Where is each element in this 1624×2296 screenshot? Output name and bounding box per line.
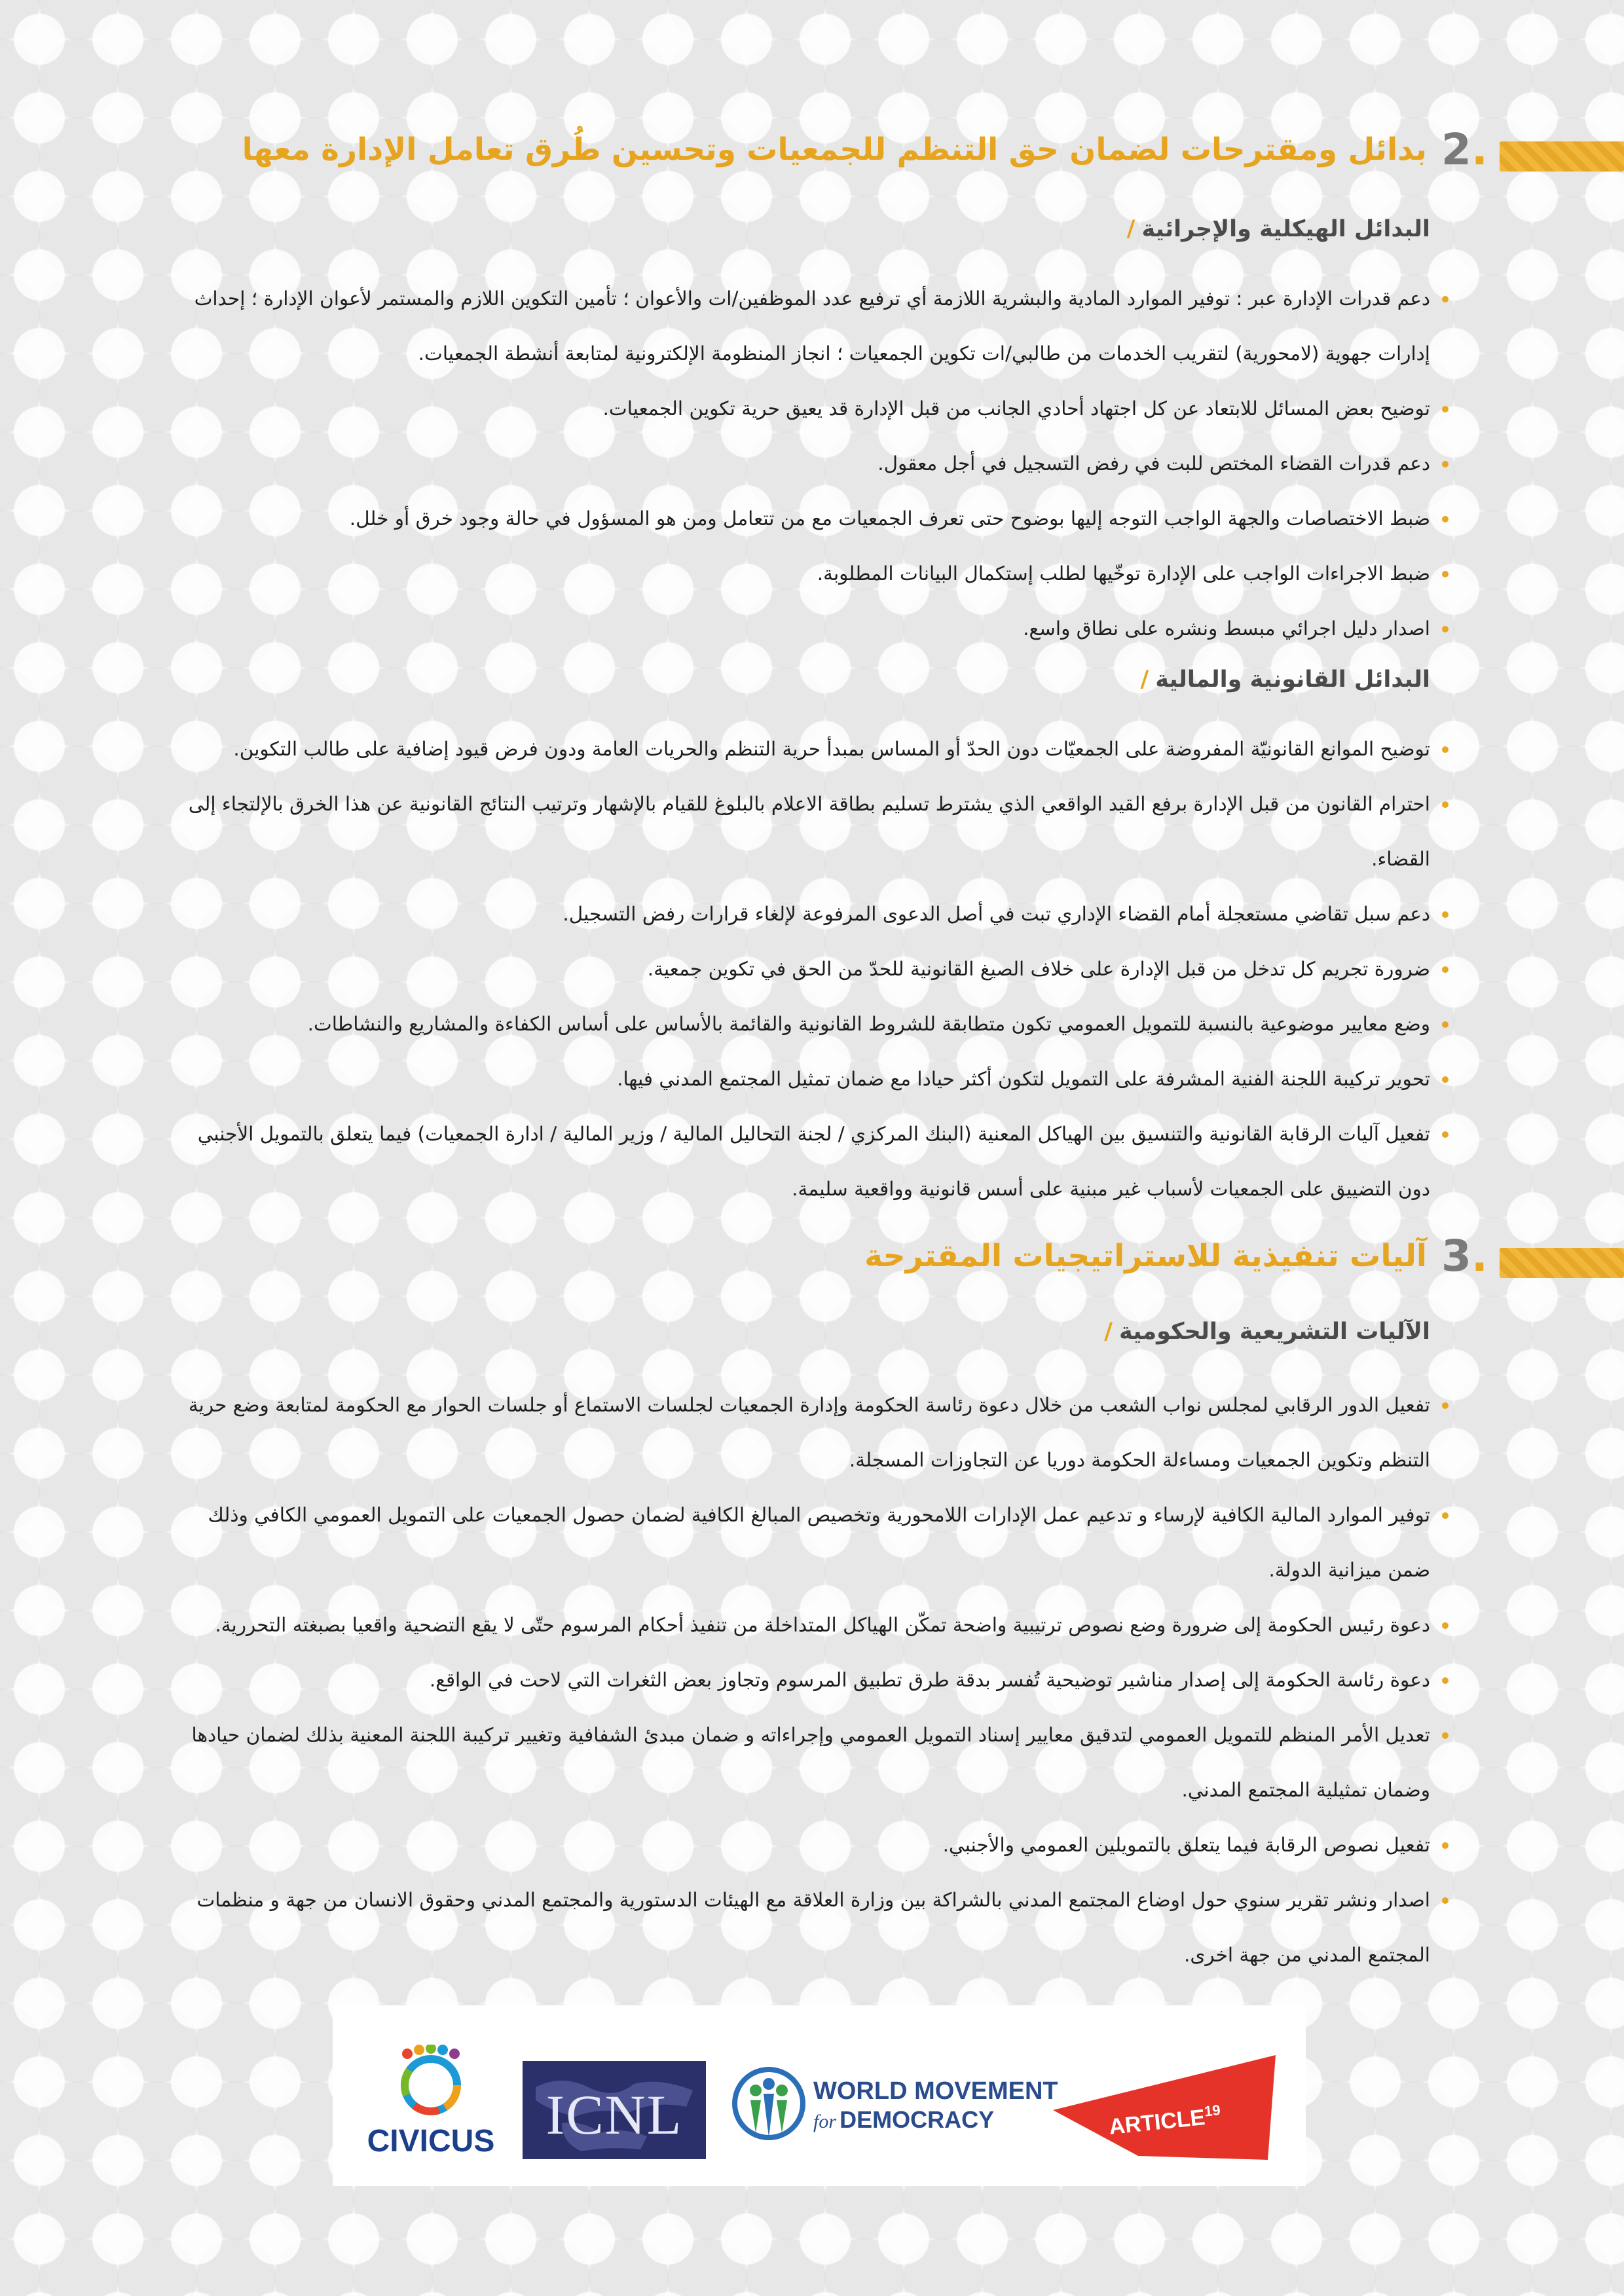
- section-2-number: 2.: [1441, 124, 1488, 175]
- civicus-logo: [359, 2045, 503, 2169]
- list-item: تحوير تركيبة اللجنة الفنية المشرفة على التمويل لتكون أكثر حيادا مع ضمان تمثيل المجتمع المدني فيها.: [165, 1051, 1449, 1106]
- list-item: توضيح الموانع القانونيّة المفروضة على الجمعيّات دون الحدّ أو المساس بمبدأ حرية التنظم والحريات العامة ودون فرض قيود إضافية على طالب التكوين.: [165, 721, 1449, 776]
- list-item: ضبط الاجراءات الواجب على الإدارة توخّيها لطلب إستكمال البيانات المطلوبة.: [165, 546, 1449, 601]
- list-item: ضبط الاختصاصات والجهة الواجب التوجه إليها بوضوح حتى تعرف الجمعيات مع من تتعامل ومن هو المسؤول في حالة وجود خرق أو خلل.: [165, 491, 1449, 546]
- section-3-title-row: [864, 1231, 1488, 1281]
- list-item: توفير الموارد المالية الكافية لإرساء و تدعيم عمل الإدارات اللامحورية وتخصيص المبالغ الكافية لضمان حصول الجمعيات على التمويل العمومي الكافي وذلك ضمن ميزانية الدولة.: [165, 1487, 1449, 1597]
- civicus-wordmark: CIVICUS: [367, 2124, 495, 2159]
- partner-logos: [333, 2005, 1306, 2186]
- article19-wordmark: ARTICLE$^{19}$: [1107, 2102, 1221, 2140]
- section-2-subheading-legal: البدائل القانونية والمالية/: [1140, 666, 1430, 693]
- section-2-accent-band: [1500, 141, 1624, 172]
- list-item: دعوة رئيس الحكومة إلى ضرورة وضع نصوص ترتيبية واضحة تمكّن الهياكل المتداخلة من تنفيذ أحكام المرسوم حتّى لا يقع التضحية واقعيا بصبغته التحررية.: [165, 1597, 1449, 1652]
- section-3-accent-band: [1500, 1248, 1624, 1278]
- wmd-line1: WORLD MOVEMENT: [813, 2077, 1058, 2105]
- globe-people-icon: [729, 2064, 808, 2156]
- section-3-list: [165, 1377, 1449, 1982]
- section-2-title-row: [242, 124, 1488, 175]
- list-item: تفعيل آليات الرقابة القانونية والتنسيق بين الهياكل المعنية (البنك المركزي / لجنة التحاليل المالية / وزير المالية / ادارة الجمعيات) فيما يتعلق بالتمويل الأجنبي دون التضييق على الجمعيات لأسباب غير مبنية على أسس قانونية وواقعية سليمة.: [165, 1106, 1449, 1216]
- article19-logo: [1040, 2051, 1289, 2162]
- list-item: دعوة رئاسة الحكومة إلى إصدار مناشير توضيحية تُفسر بدقة طرق تطبيق المرسوم وتجاوز بعض الثغرات التي لاحت في الواقع.: [165, 1652, 1449, 1707]
- list-item: اصدار ونشر تقرير سنوي حول اوضاع المجتمع المدني بالشراكة بين وزارة العلاقة مع الهيئات الدستورية والمجتمع المدني وحقوق الانسان من جهة و منظمات المجتمع المدني من جهة اخرى.: [165, 1872, 1449, 1982]
- section-2-structural-list: [165, 271, 1449, 656]
- section-2-subheading-structural: البدائل الهيكلية والإجرائية/: [1126, 216, 1430, 242]
- list-item: تعديل الأمر المنظم للتمويل العمومي لتدقيق معايير إسناد التمويل العمومي وإجراءاته و ضمان مبدئ الشفافية وتغيير تركيبة اللجنة المعنية بذلك لضمان حيادها وضمان تمثيلية المجتمع المدني.: [165, 1707, 1449, 1817]
- world-movement-logo: [729, 2064, 1058, 2162]
- list-item: دعم سبل تقاضي مستعجلة أمام القضاء الإداري تبت في أصل الدعوى المرفوعة لإلغاء قرارات رفض التسجيل.: [165, 886, 1449, 941]
- wmd-line2-row: [813, 2106, 994, 2134]
- list-item: اصدار دليل اجرائي مبسط ونشره على نطاق واسع.: [165, 601, 1449, 656]
- list-item: تفعيل نصوص الرقابة فيما يتعلق بالتمويلين العمومي والأجنبي.: [165, 1817, 1449, 1872]
- wmd-for: for: [813, 2111, 837, 2132]
- list-item: ضرورة تجريم كل تدخل من قبل الإدارة على خلاف الصيغ القانونية للحدّ من الحق في تكوين جمعية.: [165, 941, 1449, 996]
- list-item: احترام القانون من قبل الإدارة برفع القيد الواقعي الذي يشترط تسليم بطاقة الاعلام بالبلوغ للقيام بالإشهار وترتيب النتائج القانونية عن هذا الخرق بالإلتجاء إلى القضاء.: [165, 776, 1449, 886]
- section-2-title: بدائل ومقترحات لضمان حق التنظم للجمعيات وتحسين طُرق تعامل الإدارة معها: [242, 132, 1427, 168]
- section-3-title: آليات تنفيذية للاستراتيجيات المقترحة: [864, 1238, 1427, 1274]
- section-3-subheading: الآليات التشريعية والحكومية/: [1104, 1319, 1430, 1345]
- list-item: دعم قدرات القضاء المختص للبت في رفض التسجيل في أجل معقول.: [165, 436, 1449, 491]
- list-item: توضيح بعض المسائل للابتعاد عن كل اجتهاد أحادي الجانب من قبل الإدارة قد يعيق حرية تكوين الجمعيات.: [165, 381, 1449, 436]
- icnl-logo: [523, 2061, 706, 2159]
- icnl-wordmark: ICNL: [545, 2083, 683, 2146]
- list-item: تفعيل الدور الرقابي لمجلس نواب الشعب من خلال دعوة رئاسة الحكومة وإدارة الجمعيات لجلسات الاستماع أو جلسات الحوار مع الحكومة لمتابعة وضع حرية التنظم وتكوين الجمعيات ومساءلة الحكومة دوريا عن التجاوزات المسجلة.: [165, 1377, 1449, 1487]
- list-item: دعم قدرات الإدارة عبر : توفير الموارد المادية والبشرية اللازمة أي ترفيع عدد الموظفين/ات والأعوان ؛ تأمين التكوين اللازم والمستمر لأعوان الإدارة ؛ إحداث إدارات جهوية (لامحورية) لتقريب الخدمات من طالبي/ات تكوين الجمعيات ؛ انجاز المنظومة الإلكترونية لمتابعة أنشطة الجمعيات.: [165, 271, 1449, 381]
- section-3-number: 3.: [1441, 1231, 1488, 1281]
- list-item: وضع معايير موضوعية بالنسبة للتمويل العمومي تكون متطابقة للشروط القانونية والقائمة بالأساس على أساس الكفاءة والمشاريع والنشاطات.: [165, 996, 1449, 1051]
- section-2-legal-list: [165, 721, 1449, 1216]
- wmd-line2: DEMOCRACY: [840, 2106, 995, 2133]
